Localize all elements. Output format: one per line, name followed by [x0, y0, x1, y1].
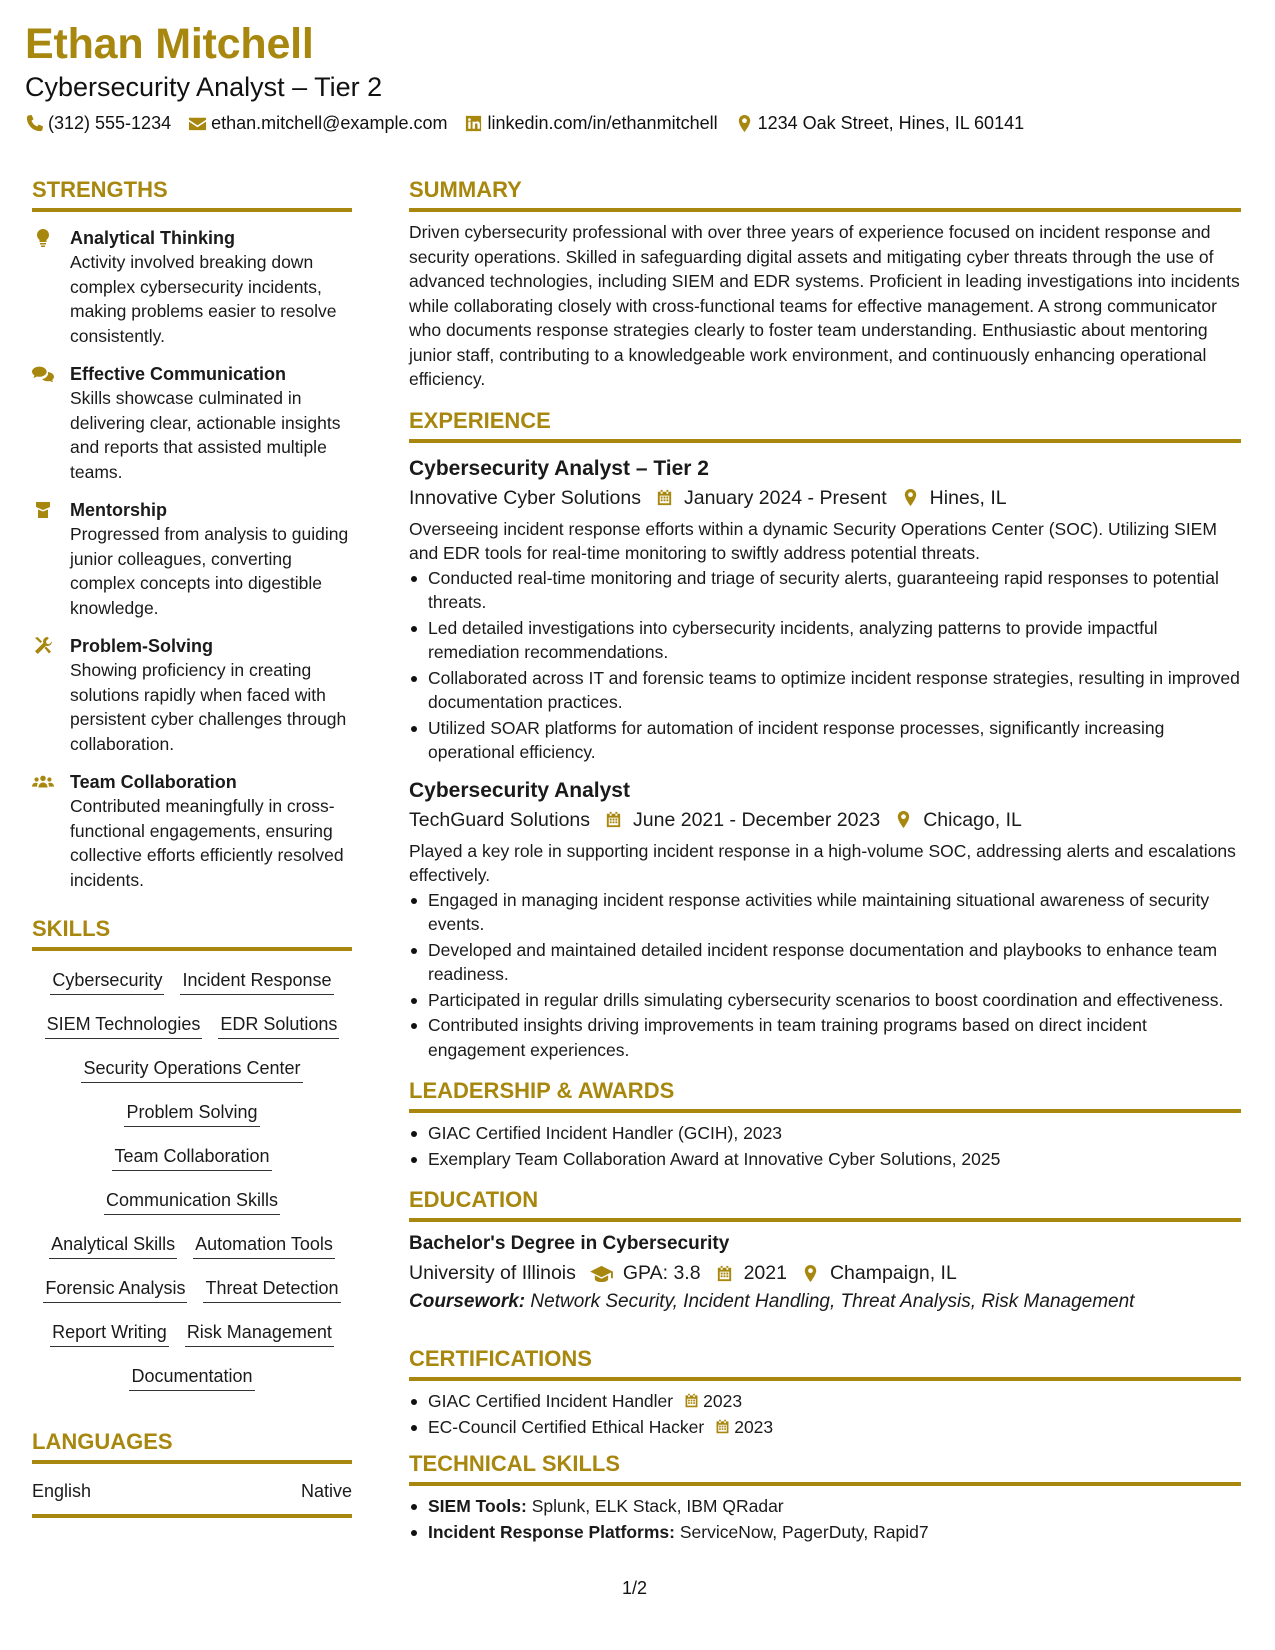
leadership-item: Exemplary Team Collaboration Award at Innovative Cyber Solutions, 2025 [409, 1147, 1241, 1172]
skill-tag: Cybersecurity [50, 968, 164, 995]
skills-list [32, 961, 352, 1401]
education-heading: EDUCATION [409, 1187, 1241, 1222]
skill-tag: Incident Response [180, 968, 333, 995]
skill-tag: Security Operations Center [81, 1056, 302, 1083]
language-name: English [32, 1481, 92, 1501]
skill-tag: Problem Solving [124, 1100, 259, 1127]
leadership-list [409, 1121, 1241, 1171]
technical-skill-item [409, 1494, 1241, 1519]
strength-title: Team Collaboration [70, 772, 237, 792]
strengths-list [32, 226, 352, 892]
phone-icon [25, 114, 44, 133]
job-summary: Overseeing incident response efforts within a dynamic Security Operations Center (SOC). Utilizing SIEM and EDR tools for real-time monitoring to swiftly address potential threats. [409, 518, 1217, 563]
certifications-heading: CERTIFICATIONS [409, 1346, 1241, 1381]
job-location: Hines, IL [929, 486, 1007, 509]
skill-tag: Forensic Analysis [43, 1276, 187, 1303]
technical-skill-value: ServiceNow, PagerDuty, Rapid7 [679, 1521, 929, 1542]
job-bullet: Contributed insights driving improvements in team training programs based on direct incident engagement experiences. [409, 1013, 1241, 1062]
technical-skill-label: Incident Response Platforms: [428, 1521, 675, 1542]
map-pin-icon [901, 488, 920, 507]
strength-title: Mentorship [70, 500, 167, 520]
tools-icon [32, 636, 54, 656]
coursework-label: Coursework: [409, 1291, 526, 1312]
page-number: 1/2 [622, 1578, 648, 1598]
job-bullet: Engaged in managing incident response activities while maintaining situational awareness of security events. [409, 888, 1241, 937]
map-pin-icon [894, 810, 913, 829]
calendar-icon [655, 488, 674, 507]
strength-description: Contributed meaningfully in cross-functional engagements, ensuring collective efforts efficiently resolved incidents. [70, 796, 344, 890]
right-column [409, 177, 1241, 1545]
job-meta [409, 483, 1241, 513]
job-entry [409, 777, 1241, 1063]
job-title: Cybersecurity Analyst – Tier 2 [409, 456, 709, 480]
strength-item [32, 226, 352, 348]
technical-skills-list [409, 1494, 1241, 1544]
certification-year: 2023 [703, 1391, 743, 1411]
strength-item [32, 498, 352, 620]
language-row [32, 1481, 352, 1518]
contact-address-text: 1234 Oak Street, Hines, IL 60141 [757, 113, 1025, 133]
certifications-list [409, 1389, 1241, 1439]
education-coursework [409, 1288, 1241, 1316]
coursework-text: Network Security, Incident Handling, Threat Analysis, Risk Management [530, 1291, 1135, 1312]
calendar-icon [714, 1418, 731, 1435]
language-level: Native [300, 1481, 352, 1501]
certification-name: GIAC Certified Incident Handler [428, 1391, 674, 1411]
strength-title: Problem-Solving [70, 636, 214, 656]
job-entry [409, 455, 1241, 765]
contact-bar [25, 113, 1041, 134]
skill-tag: Team Collaboration [112, 1144, 271, 1171]
calendar-icon [604, 810, 623, 829]
education-year: 2021 [743, 1262, 787, 1284]
lightbulb-icon [32, 228, 54, 248]
graduation-cap-icon [32, 500, 54, 520]
skill-tag: Automation Tools [193, 1232, 335, 1259]
education-location: Champaign, IL [829, 1262, 957, 1284]
contact-phone[interactable] [25, 113, 171, 134]
leadership-heading: LEADERSHIP & AWARDS [409, 1078, 1241, 1113]
strength-description: Progressed from analysis to guiding junior colleagues, converting complex concepts into digestible knowledge. [70, 524, 349, 618]
education-school: University of Illinois [409, 1262, 576, 1284]
strength-title: Analytical Thinking [70, 228, 236, 248]
job-title: Cybersecurity Analyst [409, 778, 630, 802]
skill-tag: Communication Skills [104, 1188, 280, 1215]
strength-title: Effective Communication [70, 364, 287, 384]
job-bullet: Participated in regular drills simulating cybersecurity scenarios to boost coordination and effectiveness. [409, 988, 1241, 1013]
calendar-icon [715, 1264, 734, 1283]
strength-description: Showing proficiency in creating solutions rapidly when faced with persistent cyber challenges through collaboration. [70, 660, 347, 754]
strength-description: Skills showcase culminated in delivering clear, actionable insights and reports that assisted multiple teams. [70, 388, 341, 482]
technical-skill-label: SIEM Tools: [428, 1496, 527, 1516]
certification-item [409, 1415, 1241, 1440]
technical-skills-heading: TECHNICAL SKILLS [409, 1451, 1241, 1486]
skill-tag: Report Writing [50, 1320, 169, 1347]
map-pin-icon [801, 1264, 820, 1283]
job-bullet: Developed and maintained detailed incident response documentation and playbooks to enhance team readiness. [409, 938, 1241, 987]
skill-tag: SIEM Technologies [45, 1012, 203, 1039]
contact-email-text: ethan.mitchell@example.com [211, 113, 448, 133]
candidate-role: Cybersecurity Analyst – Tier 2 [25, 72, 383, 102]
envelope-icon [188, 114, 207, 133]
languages-heading: LANGUAGES [32, 1429, 352, 1464]
education-gpa: GPA: 3.8 [622, 1262, 701, 1284]
job-summary: Played a key role in supporting incident response in a high-volume SOC, addressing alerts and escalations effectively. [409, 840, 1236, 885]
contact-linkedin[interactable] [464, 113, 717, 134]
contact-address [735, 113, 1025, 134]
job-dates: June 2021 - December 2023 [633, 808, 881, 831]
calendar-icon [683, 1392, 700, 1409]
strength-item [32, 362, 352, 484]
certification-year: 2023 [734, 1416, 774, 1437]
job-bullet: Collaborated across IT and forensic teams to optimize incident response strategies, resulting in improved documentation practices. [409, 666, 1241, 715]
job-bullet: Utilized SOAR platforms for automation of incident response processes, significantly increasing operational efficiency. [409, 716, 1241, 765]
job-bullets [409, 566, 1241, 765]
skill-tag: EDR Solutions [218, 1012, 339, 1039]
job-company: Innovative Cyber Solutions [409, 486, 641, 509]
job-dates: January 2024 - Present [683, 486, 887, 509]
job-bullet: Conducted real-time monitoring and triage of security alerts, guaranteeing rapid responses to potential threats. [409, 566, 1241, 615]
skills-heading: SKILLS [32, 916, 352, 951]
comments-icon [32, 364, 54, 384]
contact-email[interactable] [188, 113, 447, 134]
certification-name: EC-Council Certified Ethical Hacker [428, 1416, 705, 1437]
skill-tag: Analytical Skills [49, 1232, 177, 1259]
technical-skill-value: Splunk, ELK Stack, IBM QRadar [531, 1496, 784, 1516]
users-icon [32, 772, 54, 792]
map-pin-icon [735, 114, 754, 133]
certification-item [409, 1389, 1241, 1414]
graduation-cap-icon [590, 1264, 613, 1283]
contact-phone-text: (312) 555-1234 [48, 113, 172, 133]
job-meta [409, 805, 1241, 835]
job-bullet: Led detailed investigations into cybersecurity incidents, analyzing patterns to provide impactful remediation recommendations. [409, 616, 1241, 665]
candidate-name: Ethan Mitchell [25, 20, 314, 68]
education-meta [409, 1258, 1241, 1288]
linkedin-icon [464, 114, 483, 133]
job-bullets [409, 888, 1241, 1063]
left-column [32, 177, 352, 1518]
strength-item [32, 634, 352, 756]
strengths-heading: STRENGTHS [32, 177, 352, 212]
technical-skill-item [409, 1520, 1241, 1545]
job-company: TechGuard Solutions [409, 808, 591, 831]
skill-tag: Threat Detection [203, 1276, 340, 1303]
strength-description: Activity involved breaking down complex cybersecurity incidents, making problems easier to resolve consistently. [70, 252, 337, 346]
experience-heading: EXPERIENCE [409, 408, 1241, 443]
summary-text: Driven cybersecurity professional with over three years of experience focused on incident response and security operations. Skilled in safeguarding digital assets and mitigating cyber threats through the use of advanced technologies, including SIEM and EDR systems. Proficient in leading investigations into incidents while collaborating closely with cross-functional teams for effective management. A strong communicator who documents response strategies clearly to foster team understanding. Enthusiastic about mentoring junior staff, contributing to a knowledgeable work environment, and continuously enhancing operational efficiency. [409, 222, 1240, 389]
contact-linkedin-text: linkedin.com/in/ethanmitchell [487, 113, 718, 133]
skill-tag: Documentation [129, 1364, 254, 1391]
leadership-item: GIAC Certified Incident Handler (GCIH), 2023 [409, 1121, 1241, 1146]
skill-tag: Risk Management [185, 1320, 334, 1347]
job-location: Chicago, IL [923, 808, 1022, 831]
summary-heading: SUMMARY [409, 177, 1241, 212]
strength-item [32, 770, 352, 892]
education-degree: Bachelor's Degree in Cybersecurity [409, 1233, 730, 1254]
